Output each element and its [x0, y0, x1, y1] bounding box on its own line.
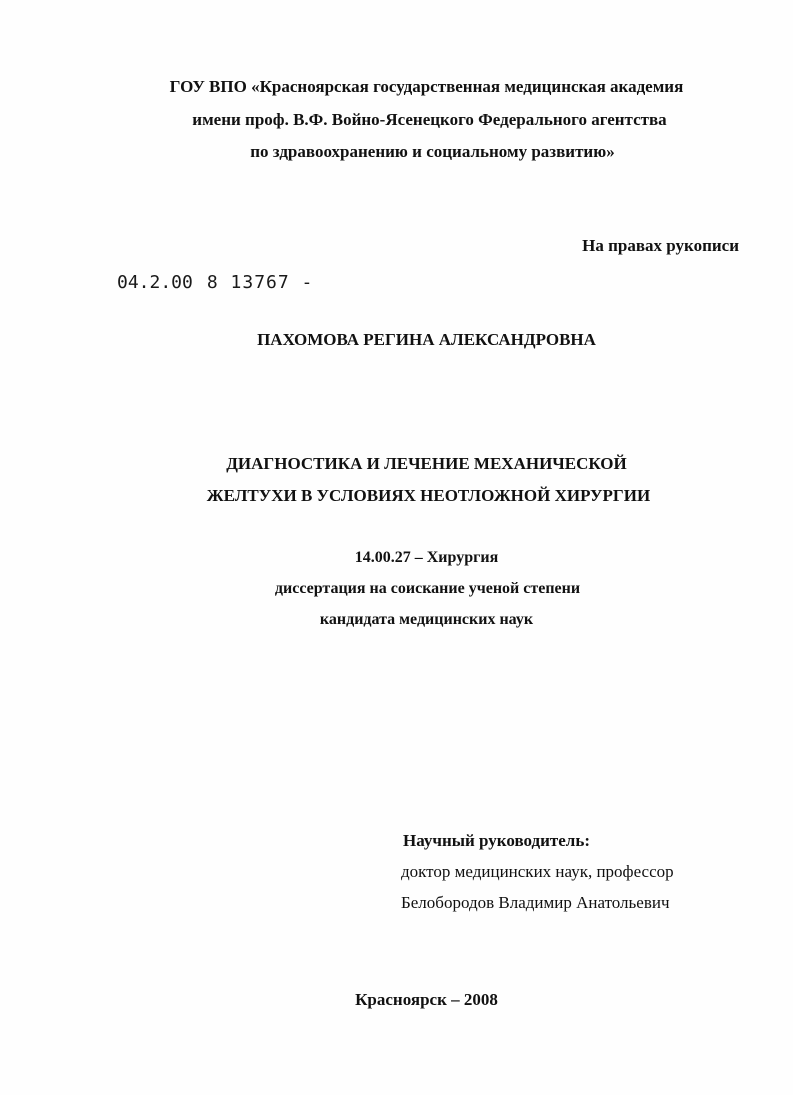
title-line-1: ДИАГНОСТИКА И ЛЕЧЕНИЕ МЕХАНИЧЕСКОЙ — [226, 454, 627, 473]
supervisor-name: Белобородов Владимир Анатольевич — [401, 893, 670, 912]
stamp-code: 04.2.00 — [117, 272, 193, 293]
manuscript-note: На правах рукописи — [582, 236, 739, 255]
supervisor-degree: доктор медицинских наук, профессор — [401, 862, 674, 881]
specialty: 14.00.27 – Хирургия — [354, 549, 499, 566]
city-year: Красноярск – 2008 — [355, 990, 498, 1009]
dissertation-line-2: кандидата медицинских наук — [319, 611, 534, 628]
library-stamp — [117, 272, 313, 293]
dissertation-line-1: диссертация на соискание ученой степени — [274, 580, 581, 597]
stamp-number: 8 13767 - — [206, 272, 314, 293]
supervisor-heading: Научный руководитель: — [403, 831, 590, 850]
institution-line-1: ГОУ ВПО «Красноярская государственная медицинская академия — [169, 77, 684, 96]
title-line-2: ЖЕЛТУХИ В УСЛОВИЯХ НЕОТЛОЖНОЙ ХИРУРГИИ — [206, 486, 651, 505]
institution-line-2: имени проф. В.Ф. Войно-Ясенецкого Федерального агентства — [192, 110, 667, 129]
institution-line-3: по здравоохранению и социальному развитию» — [250, 142, 615, 161]
author-name: ПАХОМОВА РЕГИНА АЛЕКСАНДРОВНА — [257, 330, 596, 349]
